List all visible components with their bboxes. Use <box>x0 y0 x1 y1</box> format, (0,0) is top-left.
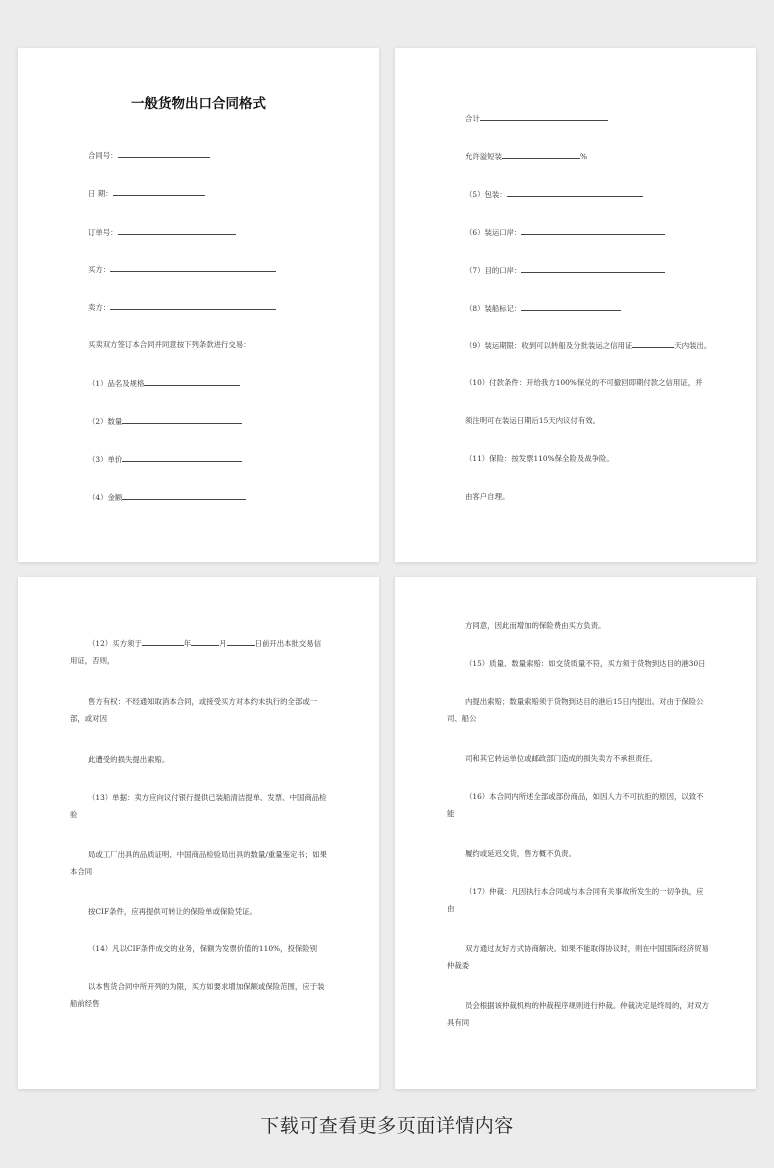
clause-12-day-blank <box>227 637 255 646</box>
total-row <box>465 112 608 125</box>
date-row <box>88 187 205 200</box>
marks-row <box>465 302 621 315</box>
shipment-blank <box>632 339 674 348</box>
insurance-line-2: 由客户自理。 <box>465 492 510 501</box>
contract-no-label: 合同号： <box>88 151 118 160</box>
clause-14-line-2: 以本售货合同中所开列的为限，买方如要求增加保额或保险范围，应于装船前经售 <box>70 982 325 1008</box>
clause-16-line-2: 履约或延迟交货，售方概不负责。 <box>465 849 576 858</box>
marks-blank <box>521 302 621 311</box>
tolerance-unit: % <box>579 152 587 161</box>
document-page-3 <box>18 577 379 1089</box>
item4-label: （4）金额 <box>88 493 123 502</box>
payment-line-1: （10）付款条件：开给我方100%保兑的不可撤回即期付款之信用证，并 <box>465 378 703 387</box>
shipment-suffix: 天内装出。 <box>674 341 712 350</box>
item2-label: （2）数量 <box>88 417 123 426</box>
order-no-row <box>88 226 236 239</box>
port-dest-blank <box>521 264 665 273</box>
buyer-row <box>88 263 276 276</box>
item4-blank <box>122 491 246 500</box>
clause-13-line-3: 按CIF条件，应再提供可转让的保险单或保险凭证。 <box>88 907 257 916</box>
seller-label: 卖方： <box>88 303 111 312</box>
buyer-label: 买方： <box>88 265 111 274</box>
marks-label: （8）装船标记： <box>465 304 522 313</box>
shipment-row <box>465 339 711 352</box>
clause-15-line-3: 司和其它转运单位或邮政部门造成的损失卖方不承担责任。 <box>465 754 658 763</box>
tolerance-row <box>465 150 587 163</box>
tolerance-blank <box>502 150 580 159</box>
clause-12-month: 月 <box>219 639 227 648</box>
clause-13-line-2: 局或工厂出具的品质证明、中国商品检验局出具的数量/重量鉴定书；如果本合同 <box>70 850 327 876</box>
download-caption: 下载可查看更多页面详情内容 <box>260 1115 514 1137</box>
seller-blank <box>110 301 276 310</box>
clause-12-line-2: 售方有权：不经通知取消本合同，或接受买方对本约未执行的全部或一部，或对因 <box>70 697 318 723</box>
buyer-blank <box>110 263 276 272</box>
item4-row <box>88 491 246 504</box>
clause-12-line-1 <box>70 635 328 669</box>
clause-12-line-3: 此遭受的损失提出索赔。 <box>88 755 170 764</box>
packing-label: （5）包装： <box>465 190 507 199</box>
document-page-2 <box>395 48 756 562</box>
clause-14-line-1: （14）凡以CIF条件成交的业务，保额为发票价值的110%，投保险别 <box>88 944 318 953</box>
intro-text: 买卖双方签订本合同并同意按下列条款进行交易： <box>88 340 251 349</box>
clause-17-line-3: 员会根据该仲裁机构的仲裁程序规则进行仲裁。仲裁决定是终局的，对双方具有同 <box>447 1001 709 1027</box>
seller-row <box>88 301 276 314</box>
document-page-1 <box>18 48 379 562</box>
packing-blank <box>507 188 643 197</box>
clause-12-prefix: （12）买方须于 <box>88 639 142 648</box>
clause-12-year-blank <box>142 637 184 646</box>
item3-row <box>88 453 242 466</box>
clause-16-line-1: （16）本合同内所述全部或部份商品，如因人力不可抗拒的原因，以致不能 <box>447 792 704 818</box>
contract-title: 一般货物出口合同格式 <box>131 96 266 112</box>
document-page-4 <box>395 577 756 1089</box>
item3-label: （3）单价 <box>88 455 123 464</box>
item1-blank <box>144 377 240 386</box>
item1-label: （1）品名及规格 <box>88 379 145 388</box>
port-loading-blank <box>521 226 665 235</box>
payment-line-2: 须注明可在装运日期后15天内议付有效。 <box>465 416 601 425</box>
clause-13-line-1: （13）单据：卖方应向议付银行提供已装船清洁提单、发票、中国商品检验 <box>70 793 327 819</box>
clause-15-line-2: 内提出索赔；数量索赔须于货物到达目的港后15日内提出。对由于保险公司、船公 <box>447 697 704 723</box>
item3-blank <box>122 453 242 462</box>
total-blank <box>480 112 608 121</box>
port-dest-row <box>465 264 665 277</box>
clause-17-line-1: （17）仲裁：凡因执行本合同或与本合同有关事故所发生的一切争执，应由 <box>447 887 704 913</box>
order-no-label: 订单号： <box>88 228 118 237</box>
insurance-line: （11）保险：按发票110%保全险及战争险。 <box>465 454 614 463</box>
contract-no-blank <box>118 149 210 158</box>
clause-12-suffix: 日前开出本批交易信用证，否则， <box>70 639 322 665</box>
clause-17-line-2: 双方通过友好方式协商解决。如果不能取得协议时，则在中国国际经济贸易仲裁委 <box>447 944 709 970</box>
packing-row <box>465 188 643 201</box>
tolerance-label: 允许溢短装 <box>465 152 502 161</box>
item1-row <box>88 377 240 390</box>
contract-no-row <box>88 149 210 162</box>
clause-15-line-1: （15）质量、数量索赔：如交货质量不符，买方须于货物到达目的港30日 <box>465 659 706 668</box>
shipment-label: （9）装运期限：收到可以转船及分批装运之信用证 <box>465 341 633 350</box>
date-label: 日 期： <box>88 189 113 198</box>
clause-12-year: 年 <box>183 639 192 648</box>
clause-14-line-3: 方同意，因此而增加的保险费由买方负责。 <box>465 621 606 630</box>
port-loading-label: （6）装运口岸： <box>465 228 522 237</box>
total-label: 合计 <box>465 114 480 123</box>
port-dest-label: （7）目的口岸： <box>465 266 522 275</box>
order-no-blank <box>118 226 236 235</box>
item2-row <box>88 415 242 428</box>
clause-12-month-blank <box>191 637 219 646</box>
item2-blank <box>122 415 242 424</box>
port-loading-row <box>465 226 665 239</box>
date-blank <box>113 187 205 196</box>
